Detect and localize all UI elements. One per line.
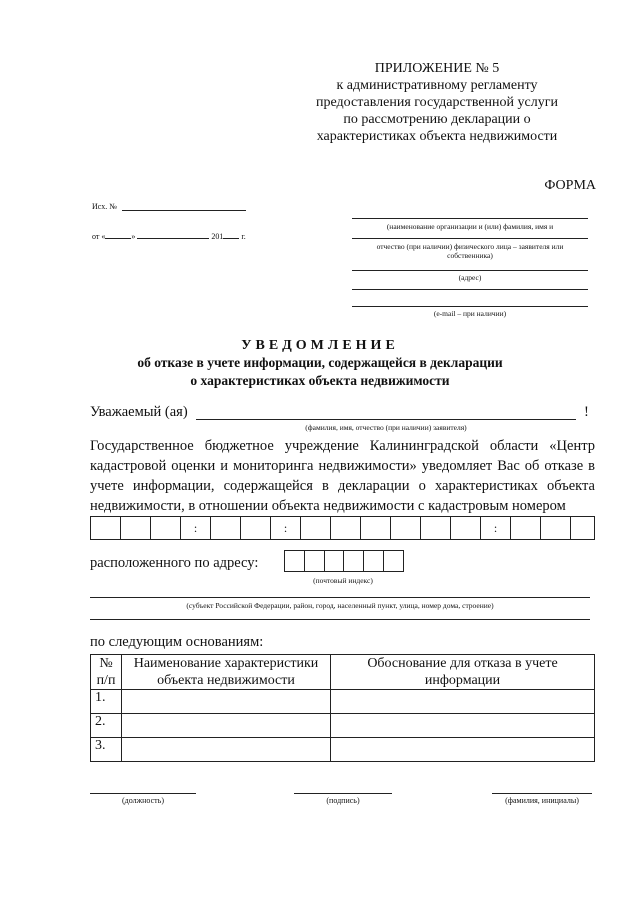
date-suffix: г. bbox=[241, 232, 246, 241]
cadastral-cell[interactable] bbox=[91, 517, 121, 539]
cadastral-separator: : bbox=[271, 517, 301, 539]
address-caption: (субъект Российской Федерации, район, город, населенный пункт, улица, номер дома, строение) bbox=[186, 601, 494, 610]
postcode-cell[interactable] bbox=[344, 551, 364, 571]
addressee-name-line-2[interactable] bbox=[352, 238, 588, 239]
appendix-header bbox=[282, 60, 592, 145]
addressee-address-line-2[interactable] bbox=[352, 289, 588, 290]
reasons-header-row bbox=[91, 655, 595, 690]
cadastral-cell[interactable] bbox=[451, 517, 481, 539]
postcode-grid[interactable] bbox=[284, 550, 404, 572]
table-row bbox=[91, 690, 595, 714]
addressee-caption-3: (адрес) bbox=[458, 273, 482, 282]
cadastral-cell[interactable] bbox=[301, 517, 331, 539]
characteristic-cell[interactable] bbox=[122, 690, 331, 714]
date-day-field[interactable] bbox=[105, 238, 131, 239]
col-characteristic-header: Наименование характеристики объекта недвижимости bbox=[122, 655, 331, 690]
justification-cell[interactable] bbox=[331, 690, 595, 714]
justification-cell[interactable] bbox=[331, 738, 595, 762]
greeting-caption: (фамилия, имя, отчество (при наличии) заявителя) bbox=[305, 423, 467, 432]
appendix-line: по рассмотрению декларации о bbox=[343, 112, 531, 127]
cadastral-cell[interactable] bbox=[541, 517, 571, 539]
cadastral-cell[interactable] bbox=[121, 517, 151, 539]
cadastral-cell[interactable] bbox=[241, 517, 271, 539]
signature-caption: (подпись) bbox=[326, 796, 360, 805]
cadastral-separator: : bbox=[181, 517, 211, 539]
appendix-line: предоставления государственной услуги bbox=[316, 95, 558, 110]
position-line[interactable] bbox=[90, 793, 196, 794]
characteristic-cell[interactable] bbox=[122, 714, 331, 738]
col-number-header: № п/п bbox=[91, 655, 122, 690]
date-year: 201 bbox=[211, 232, 224, 241]
cadastral-cell[interactable] bbox=[361, 517, 391, 539]
signature-line[interactable] bbox=[294, 793, 392, 794]
row-number: 1. bbox=[91, 690, 122, 714]
name-caption: (фамилия, инициалы) bbox=[505, 796, 579, 805]
addressee-address-line[interactable] bbox=[352, 270, 588, 271]
cadastral-separator: : bbox=[481, 517, 511, 539]
cadastral-cell[interactable] bbox=[571, 517, 594, 539]
greeting-exclamation: ! bbox=[584, 404, 589, 420]
name-line[interactable] bbox=[492, 793, 592, 794]
document-subtitle-2: о характеристиках объекта недвижимости bbox=[190, 373, 450, 388]
table-row bbox=[91, 738, 595, 762]
postcode-cell[interactable] bbox=[285, 551, 305, 571]
cadastral-cell[interactable] bbox=[151, 517, 181, 539]
address-line[interactable] bbox=[90, 597, 590, 598]
postcode-cell[interactable] bbox=[364, 551, 384, 571]
reasons-label: по следующим основаниям: bbox=[90, 634, 264, 650]
cadastral-cell[interactable] bbox=[421, 517, 451, 539]
date-prefix: от « bbox=[92, 232, 106, 241]
greeting-label: Уважаемый (ая) bbox=[90, 404, 188, 420]
notice-paragraph: Государственное бюджетное учреждение Калининградской области «Центр кадастровой оценки и мониторинга недвижимости» уведомляет Вас об отказе в учете информации, содержащейся в декларации о характеристиках объекта недвижимости, в отношении объекта недвижимости с кадастровым номером bbox=[90, 438, 595, 514]
position-caption: (должность) bbox=[122, 796, 164, 805]
row-number: 2. bbox=[91, 714, 122, 738]
cadastral-cell[interactable] bbox=[511, 517, 541, 539]
greeting-name-field[interactable] bbox=[196, 419, 576, 420]
form-label: ФОРМА bbox=[544, 178, 596, 193]
postcode-cell[interactable] bbox=[305, 551, 325, 571]
cadastral-cell[interactable] bbox=[211, 517, 241, 539]
cadastral-number-grid[interactable] bbox=[90, 516, 595, 540]
characteristic-cell[interactable] bbox=[122, 738, 331, 762]
address-line-2[interactable] bbox=[90, 619, 590, 620]
col-justification-header: Обоснование для отказа в учете информации bbox=[331, 655, 595, 690]
addressee-caption-2a: отчество (при наличии) физического лица – заявителя или bbox=[376, 242, 564, 251]
postcode-cell[interactable] bbox=[384, 551, 403, 571]
addressee-caption-2b: собственника) bbox=[447, 251, 493, 260]
appendix-line: характеристиках объекта недвижимости bbox=[316, 129, 558, 144]
postcode-cell[interactable] bbox=[325, 551, 345, 571]
appendix-line: ПРИЛОЖЕНИЕ № 5 bbox=[374, 61, 500, 76]
date-year-field[interactable] bbox=[223, 238, 239, 239]
addressee-name-line[interactable] bbox=[352, 218, 588, 219]
table-row bbox=[91, 714, 595, 738]
justification-cell[interactable] bbox=[331, 714, 595, 738]
document-subtitle-1: об отказе в учете информации, содержащейся в декларации bbox=[137, 355, 503, 370]
date-month-field[interactable] bbox=[137, 238, 209, 239]
appendix-line: к административному регламенту bbox=[336, 78, 538, 93]
outgoing-number-field[interactable] bbox=[122, 210, 246, 211]
outgoing-number-label: Исх. № bbox=[92, 202, 117, 211]
postcode-caption: (почтовый индекс) bbox=[313, 576, 373, 585]
date-mid: » bbox=[131, 232, 136, 241]
address-label: расположенного по адресу: bbox=[90, 555, 259, 571]
cadastral-cell[interactable] bbox=[331, 517, 361, 539]
row-number: 3. bbox=[91, 738, 122, 762]
addressee-email-line[interactable] bbox=[352, 306, 588, 307]
addressee-caption-1: (наименование организации и (или) фамилия, имя и bbox=[386, 222, 554, 231]
reasons-table bbox=[90, 654, 595, 762]
outgoing-date-label bbox=[92, 232, 246, 241]
addressee-caption-4: (e-mail – при наличии) bbox=[433, 309, 507, 318]
cadastral-cell[interactable] bbox=[391, 517, 421, 539]
document-title: УВЕДОМЛЕНИЕ bbox=[241, 338, 399, 353]
